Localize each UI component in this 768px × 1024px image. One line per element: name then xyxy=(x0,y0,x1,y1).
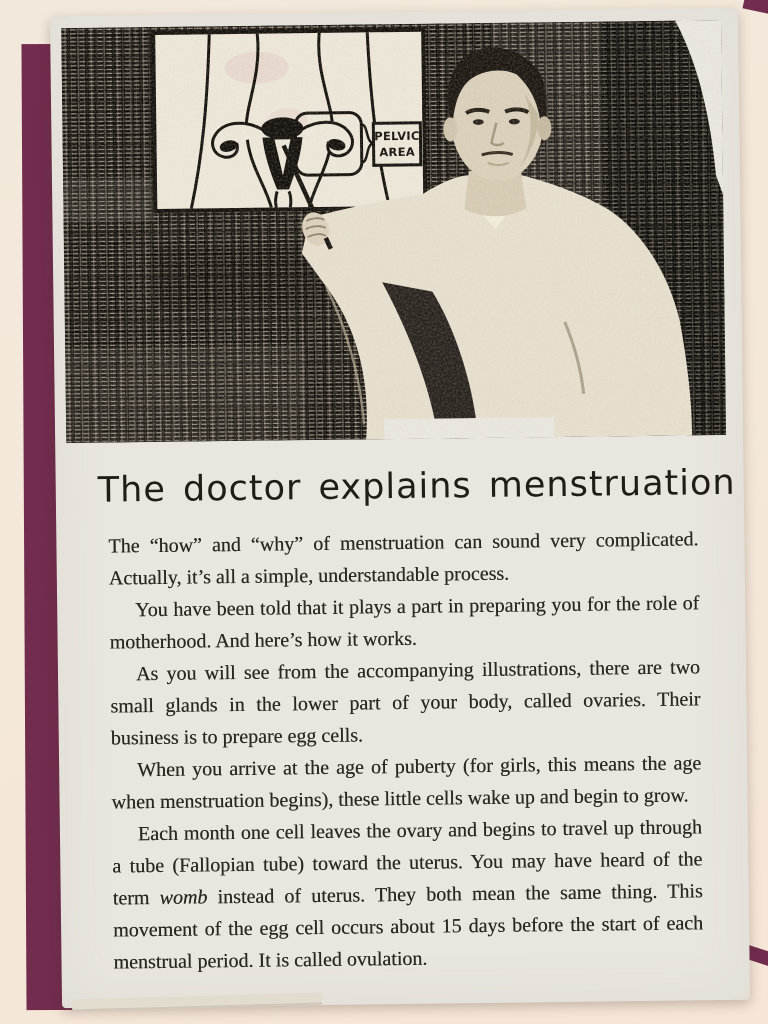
paragraph-1: The “how” and “why” of menstruation can sound very complicated. Actually, it’s all a simple, understandable process. xyxy=(108,528,699,590)
halftone-grain-dark xyxy=(61,20,726,443)
book-cover-corner-top xyxy=(743,0,768,15)
doctor-photo-illustration xyxy=(61,20,726,443)
page-title: The doctor explains menstruation xyxy=(97,462,736,511)
body-text xyxy=(108,523,703,978)
paragraph-3: As you will see from the accompanying illustrations, there are two small glands in the lower part of your body, called ovaries. Their business is to prepare egg cells. xyxy=(110,656,701,750)
paragraph-5 xyxy=(112,811,704,978)
paragraph-2: You have been told that it plays a part in preparing you for the role of motherhood. And here’s how it works. xyxy=(109,592,700,654)
photo-svg xyxy=(61,20,726,443)
paragraph-4: When you arrive at the age of puberty (for girls, this means the age when menstruation begins), these little cells wake up and begin to grow. xyxy=(111,752,702,814)
paragraph-5-post: instead of uterus. They both mean the same thing. This movement of the egg cell occurs about 15 days before the start of each menstrual period. It is called ovulation. xyxy=(113,880,704,974)
booklet-page xyxy=(50,8,750,1008)
paragraph-5-pre: Each month one cell leaves the ovary and begins to travel up through a tube (Fallopian tube) toward the uterus. You may have heard of the term xyxy=(112,816,703,910)
womb-italic: womb xyxy=(159,886,208,909)
